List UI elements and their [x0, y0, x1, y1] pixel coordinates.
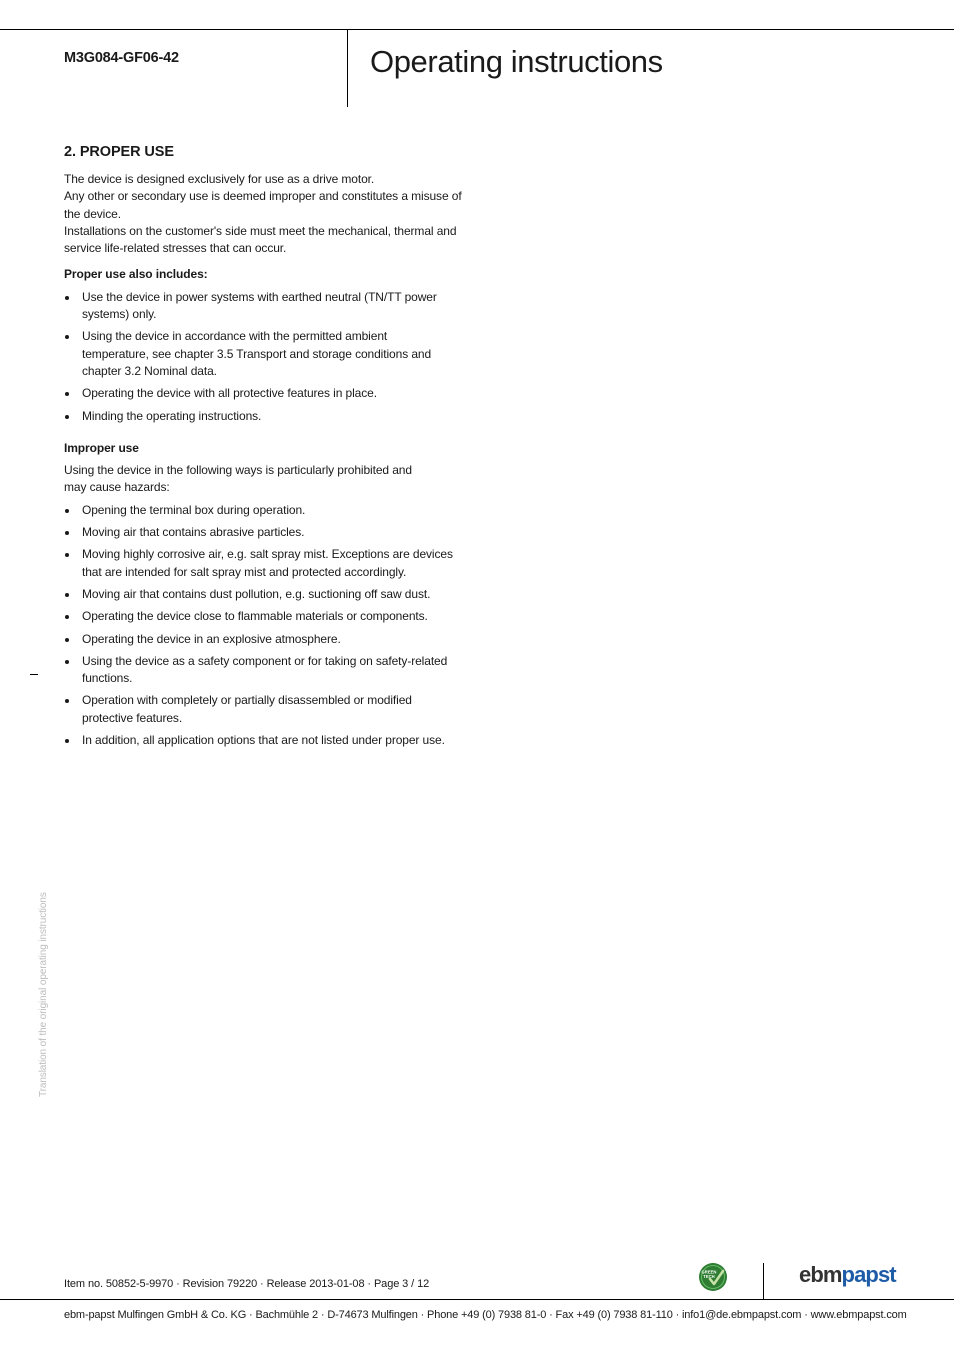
list-item: Moving air that contains dust pollution, e.g. suctioning off saw dust.: [64, 586, 454, 603]
greentech-badge: [698, 1262, 728, 1292]
footer-rule: [0, 1299, 954, 1300]
improper-use-heading: Improper use: [64, 440, 139, 455]
list-item: Operating the device close to flammable materials or components.: [64, 608, 454, 625]
list-item: Moving air that contains abrasive particles.: [64, 524, 454, 541]
list-item: Using the device in accordance with the permitted ambient temperature, see chapter 3.5 Transport and storage conditions and chapter 3.2 Nominal data.: [64, 328, 454, 380]
badge-text: GREEN: [701, 1269, 717, 1275]
item-info: Item no. 50852-5-9970 · Revision 79220 · Release 2013-01-08 · Page 3 / 12: [64, 1278, 430, 1290]
intro-paragraph: The device is designed exclusively for use as a drive motor.: [64, 172, 375, 186]
list-item: Minding the operating instructions.: [64, 408, 454, 425]
intro-paragraph: Any other or secondary use is deemed improper and constitutes a misuse of the device.: [64, 189, 462, 221]
logo-part: papst: [841, 1262, 896, 1287]
fold-mark: [30, 674, 38, 675]
list-item: Operation with completely or partially disassembled or modified protective features.: [64, 692, 454, 727]
improper-use-list: [64, 502, 464, 750]
model-number: M3G084-GF06-42: [64, 50, 179, 66]
badge-text: TECH: [703, 1274, 715, 1279]
list-item: Opening the terminal box during operation.: [64, 502, 454, 519]
list-item: Use the device in power systems with earthed neutral (TN/TT power systems) only.: [64, 289, 454, 324]
header-top-rule: [0, 29, 954, 30]
translation-note: Translation of the original operating instructions: [38, 892, 49, 1097]
list-item: Using the device as a safety component or for taking on safety-related functions.: [64, 653, 454, 688]
header-divider: [347, 29, 348, 107]
company-address: ebm-papst Mulfingen GmbH & Co. KG · Bachmühle 2 · D-74673 Mulfingen · Phone +49 (0) 7938 81-0 · Fax +49 (0) 7938 81-110 · info1@de.ebmpapst.com · www.ebmpapst.com: [64, 1309, 907, 1321]
section-heading: 2. PROPER USE: [64, 144, 174, 160]
proper-use-heading: Proper use also includes:: [64, 267, 208, 282]
section-proper-use: [64, 143, 464, 754]
intro-paragraph: Installations on the customer's side must meet the mechanical, thermal and service life-related stresses that can occur.: [64, 223, 457, 256]
ebmpapst-logo: [799, 1262, 896, 1288]
document-title: Operating instructions: [370, 44, 663, 79]
list-item: Moving highly corrosive air, e.g. salt spray mist. Exceptions are devices that are intended for salt spray mist and protected accordingly.: [64, 546, 454, 581]
logo-part: ebm: [799, 1262, 842, 1287]
list-item: Operating the device with all protective features in place.: [64, 385, 454, 402]
list-item: Operating the device in an explosive atmosphere.: [64, 631, 454, 648]
list-item: In addition, all application options that are not listed under proper use.: [64, 732, 454, 749]
spacer: [64, 430, 464, 436]
proper-use-list: [64, 289, 464, 425]
logo-divider: [763, 1263, 764, 1299]
improper-use-intro: Using the device in the following ways is particularly prohibited and may cause hazards:: [64, 463, 412, 495]
